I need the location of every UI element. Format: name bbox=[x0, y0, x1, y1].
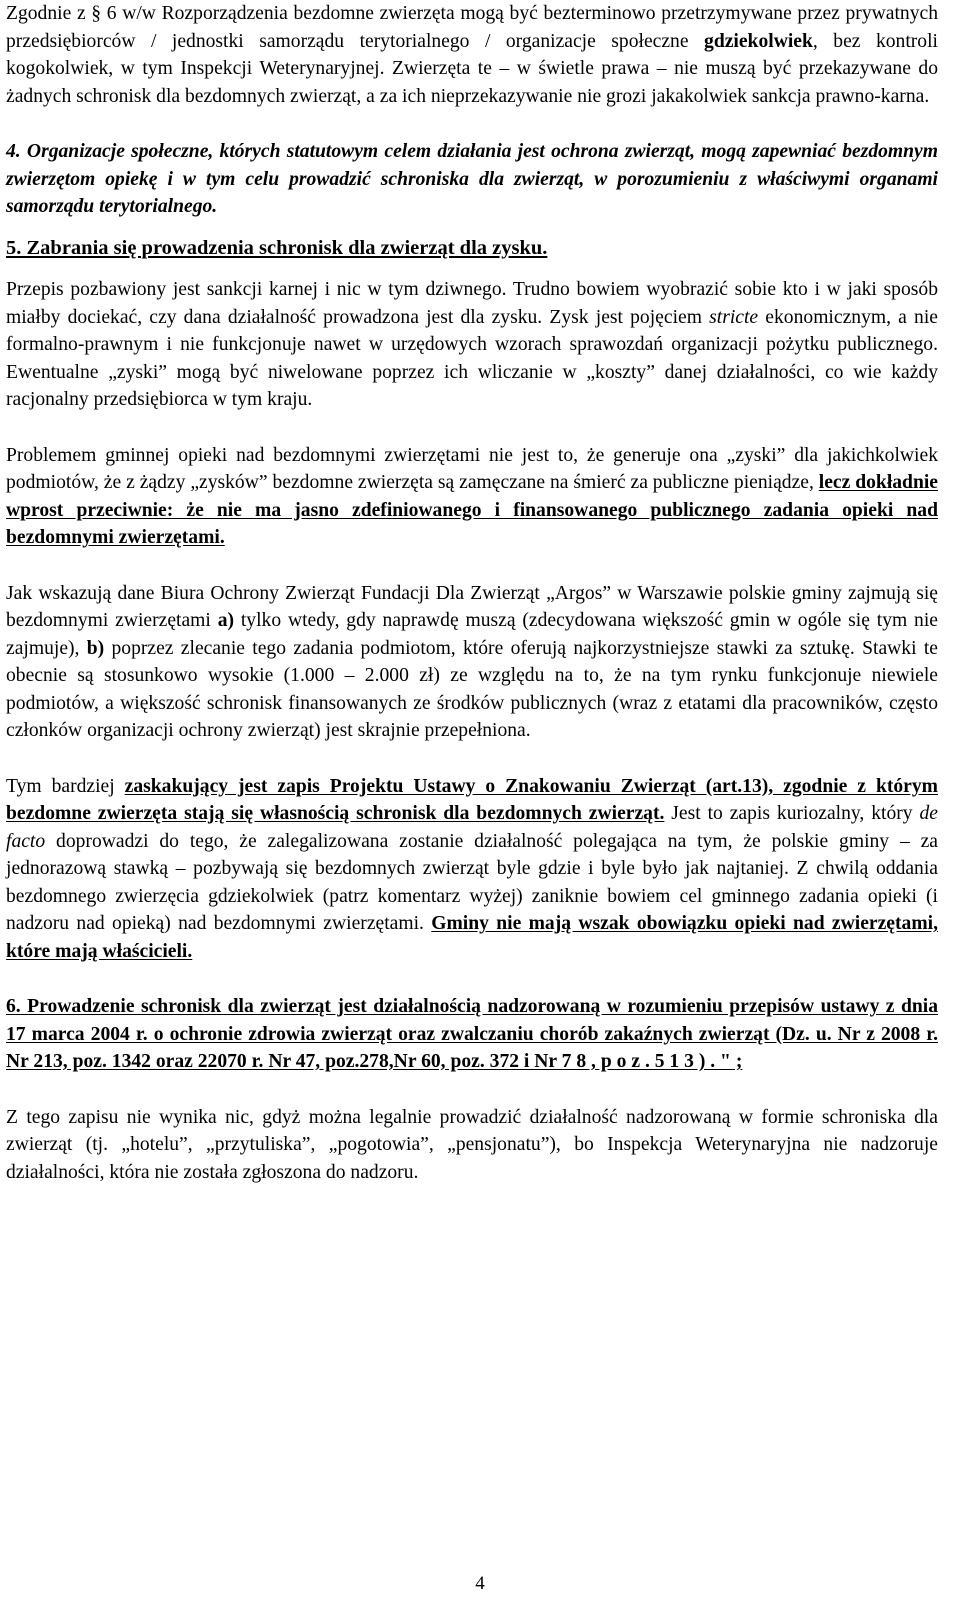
text-run: poprzez zlecanie tego zadania podmiotom, które oferują najkorzystniejsze stawki za sztukę. Stawki te obecnie są stosunkowo wysokie (1.000 – 2.000 zł) ze względu na to, że na tym rynku funkcjonuje niewiele podmiotów, a większość schronisk finansowanych ze środków publicznych (wraz z etatami dla pracowników, często członków organizacji ochrony zwierząt) jest skrajnie przepełniona. bbox=[6, 637, 938, 741]
paragraph-conclusion: Z tego zapisu nie wynika nic, gdyż można legalnie prowadzić działalność nadzorowaną w formie schroniska dla zwierząt (tj. „hotelu”, „przytuliska”, „pogotowia”, „pensjonatu”), bo Inspekcja Weterynaryjna nie nadzoruje działalności, która nie została zgłoszona do nadzoru. bbox=[6, 1106, 938, 1183]
bold-text-run: b) bbox=[86, 637, 105, 659]
bold-underlined-text-run: Gminy nie mają wszak obowiązku opieki nad zwierzętami, które mają właścicieli. bbox=[6, 913, 938, 962]
text-run: , bez kontroli kogokolwiek, w tym Inspekcji Weterynaryjnej. Zwierzęta te – w świetle prawa – nie muszą być przekazywane do żadnych schronisk dla bezdomnych zwierząt, a za ich nieprzekazywanie nie grozi jakakolwiek sankcja prawno-karna. bbox=[6, 30, 938, 107]
bold-underlined-text-run: zaskakujący jest zapis Projektu Ustawy o Znakowaniu Zwierząt (art.13), zgodnie z którym bezdomne zwierzęta stają się własnością schronisk dla bezdomnych zwierząt. bbox=[6, 775, 938, 824]
text-run: ekonomicznym, a nie formalno-prawnym i nie funkcjonuje nawet w urzędowych wzorach sprawozdań organizacji pożytku publicznego. Ewentualne „zyski” mogą być niwelowane poprzez ich wliczanie w „koszty” danej działalności, co wie każdy racjonalny przedsiębiorca w tym kraju. bbox=[6, 306, 938, 410]
text-run: tylko wtedy, gdy naprawdę muszą (zdecydowana większość gmin w ogóle się tym nie zajmuje), bbox=[6, 610, 938, 659]
underlined-text-run: 6. Prowadzenie schronisk dla zwierząt jest działalnością nadzorowaną w rozumieniu przepisów ustawy z dnia 17 marca 2004 r. o ochronie zdrowia zwierząt oraz zwalczaniu chorób zakaźnych zwierząt (Dz. u. Nr z 2008 r. Nr 213, poz. 1342 oraz 22070 r. Nr 47, poz.278,Nr 60, poz. 372 i Nr 7 8 , p o z . 5 1 3 ) . " ; bbox=[6, 996, 938, 1072]
quoted-provision-4: 4. Organizacje społeczne, których statutowym celem działania jest ochrona zwierząt, mogą zapewniać bezdomnym zwierzętom opiekę i w tym celu prowadzić schroniska dla zwierząt, w porozumieniu z właściwymi organami samorządu terytorialnego. bbox=[6, 141, 938, 217]
text-run: Tym bardziej bbox=[6, 775, 125, 797]
text-run: Zgodnie z § 6 w/w Rozporządzenia bezdomne zwierzęta mogą być bezterminowo przetrzymywane przez prywatnych przedsiębiorców / jednostki samorządu terytorialnego / organizacje społeczne bbox=[6, 3, 938, 52]
paragraph-commentary-profit bbox=[6, 276, 938, 414]
quoted-provision-6 bbox=[6, 993, 938, 1076]
text-run: doprowadzi do tego, że zalegalizowana zostanie działalność polegająca na tym, że polskie gminy – za jednorazową stawką – pozbywają się bezdomnych zwierząt byle gdzie i byle było jak najtaniej. Z chwilą oddania bezdomnego zwierzęcia gdziekolwiek (patrz komentarz wyżej) zaniknie bowiem cel gminnego zadania opieki (i nadzoru nad opieką) nad bezdomnymi zwierzętami. bbox=[6, 830, 938, 934]
quoted-provision-5 bbox=[6, 235, 938, 263]
underlined-text-run: 5. Zabrania się prowadzenia schronisk dla zwierząt dla zysku. bbox=[6, 236, 548, 259]
text-run: Przepis pozbawiony jest sankcji karnej i nic w tym dziwnego. Trudno bowiem wyobrazić sobie kto i w jaki sposób miałby dociekać, czy dana działalność prowadzona jest dla zysku. Zysk jest pojęciem bbox=[6, 279, 938, 328]
document-page bbox=[6, 0, 938, 1186]
paragraph-problem-statement bbox=[6, 442, 938, 552]
page-number: 4 bbox=[475, 1573, 485, 1594]
bold-text-run: gdziekolwiek bbox=[704, 30, 813, 52]
paragraph-regulation-section-6 bbox=[6, 0, 938, 110]
text-run: Problemem gminnej opieki nad bezdomnymi zwierzętami nie jest to, że generuje ona „zyski” dla jakichkolwiek podmiotów, że z żądzy „zysków” bezdomne zwierzęta są zamęczane na śmierć za publiczne pieniądze, bbox=[6, 444, 938, 493]
paragraph-argos-data bbox=[6, 580, 938, 745]
italic-text-run: de facto bbox=[6, 803, 938, 852]
text-run: Jest to zapis kuriozalny, który bbox=[664, 803, 920, 824]
bold-text-run: a) bbox=[217, 610, 235, 631]
bold-underlined-text-run: lecz dokładnie wprost przeciwnie: że nie ma jasno zdefiniowanego i finansowanego publicznego zadania opieki nad bezdomnymi zwierzętami. bbox=[6, 472, 938, 548]
italic-text-run: stricte bbox=[709, 306, 759, 328]
paragraph-draft-act-commentary bbox=[6, 773, 938, 966]
text-run: Jak wskazują dane Biura Ochrony Zwierząt Fundacji Dla Zwierząt „Argos” w Warszawie polskie gminy zajmują się bezdomnymi zwierzętami bbox=[6, 582, 938, 631]
